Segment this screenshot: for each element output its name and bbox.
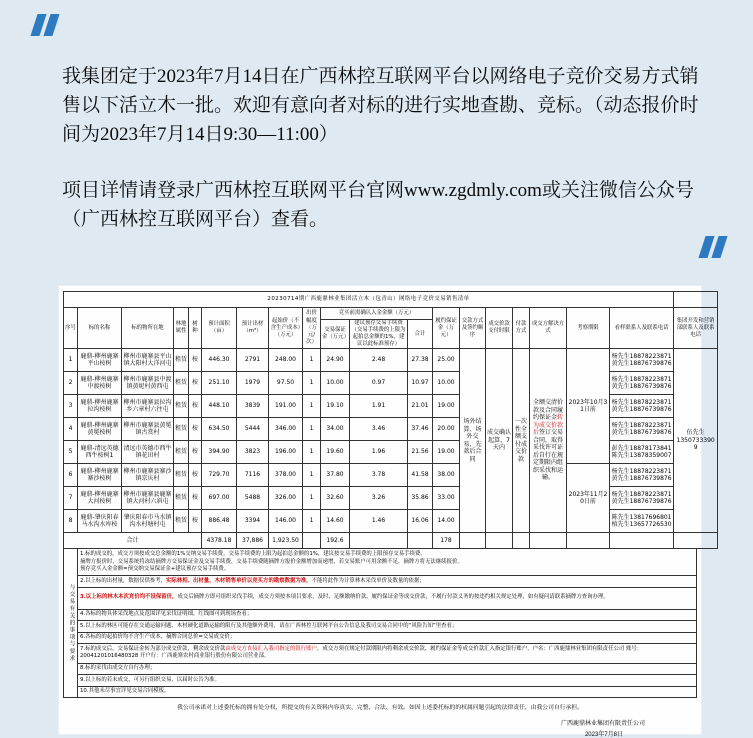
note-row [64, 675, 697, 687]
cell: 20.00 [433, 418, 460, 441]
cell: 2791 [237, 349, 269, 372]
resolve-text: 签订交易合同，取得采伐许可证后自行在规定期限内组织采伐和运输。 [532, 429, 564, 482]
empty-cell [530, 533, 567, 549]
sale-table [63, 291, 718, 549]
col-header-deposit: 交易保证金（万元） [321, 320, 350, 349]
cell: 196.00 [269, 441, 303, 464]
totals-volume: 37,886 [237, 533, 269, 549]
cell: 729.70 [202, 464, 237, 487]
cell: 租赁 [174, 372, 189, 395]
table-title: 20230714期广西鹿鼎林业集团活立木（包青山）网络电子竞价交易销售清单 [64, 292, 674, 308]
signature-date: 2023年7月8日 [584, 732, 623, 738]
cell: 1 [303, 349, 321, 372]
cell: 柳州市鹿寨县平山镇大阳村大洋河屯 [122, 349, 174, 372]
cell: 448.10 [202, 395, 237, 418]
scanned-sale-list [59, 286, 715, 738]
col-header-subtotal: 合计 [408, 320, 433, 349]
note-text-red: 3.以上标的林木本次竞价均不设保留价， [80, 594, 178, 601]
cell: 租赁 [174, 510, 189, 533]
cell: 鹿鼎-柳州鹿寨拉沟桉树 [78, 395, 122, 418]
empty-cell [460, 533, 486, 549]
resolve-text-red: 转为成交价款后 [532, 414, 564, 437]
note-row [64, 621, 697, 633]
contact-line: 陈先生13878359007 [611, 452, 672, 460]
quote-open-icon [34, 14, 66, 38]
cell: 7116 [237, 464, 269, 487]
empty-cell [350, 533, 408, 549]
note-row [64, 576, 697, 588]
col-header-dev-contact: 集团开发和营销部联系人及联系电话 [674, 308, 718, 349]
col-header-area: 预计面积（亩） [202, 308, 237, 349]
cell: 1 [303, 464, 321, 487]
col-header-perf-bond: 履约保证金（万元） [433, 308, 460, 349]
cell: 鹿鼎-柳州鹿寨大河桉树 [78, 487, 122, 510]
cell: 21.56 [408, 441, 433, 464]
empty-cell [303, 533, 321, 549]
cell: 1 [303, 487, 321, 510]
cell: 32.60 [321, 487, 350, 510]
totals-area: 4378.18 [202, 533, 237, 549]
cell: 1979 [237, 372, 269, 395]
cell: 鹿鼎-柳州鹿寨黄冕桉树 [78, 418, 122, 441]
note-line: 20041201016480328 开户行：广西鹿寨农村商业银行股份有限公司营业部。 [80, 653, 270, 660]
col-header-bid-step: 出价幅度（万元/次） [303, 308, 321, 349]
note-3 [78, 587, 697, 609]
cell: 2.48 [350, 349, 408, 372]
note-row [64, 644, 697, 663]
cell: 3.46 [350, 418, 408, 441]
totals-deposit: 192.6 [321, 533, 350, 549]
cell: 桉 [189, 349, 202, 372]
cell: 251.10 [202, 372, 237, 395]
col-header-sample-contact: 看样联系人及联系电话 [610, 308, 674, 349]
col-header-seq: 序号 [64, 308, 78, 349]
note-row [64, 632, 697, 644]
cell: 柳州市鹿寨县中渡镇黄坭村黄西屯 [122, 372, 174, 395]
note-10: 10.其他未尽事宜详见交易合同模板。 [78, 686, 697, 698]
cell: 16.06 [408, 510, 433, 533]
contact-line: 伍先生 [686, 429, 705, 437]
cell: 5 [64, 441, 78, 464]
contact-line: 黄先生18876739876 [611, 406, 672, 414]
table-row [64, 510, 718, 533]
contact-line: 杨先生18878223871 [611, 421, 672, 429]
table-row [64, 487, 718, 510]
note-text: 不能将此作为计算林木采伐单价及数量的依据； [311, 577, 425, 584]
contact-cell [610, 395, 674, 418]
contact-line: 彭先生18878173841 [611, 444, 672, 452]
col-header-volume: 预计出材（m³） [237, 308, 269, 349]
table-row [64, 464, 718, 487]
cell: 378.00 [269, 464, 303, 487]
cell: 清远市英德市西牛镇花田村 [122, 441, 174, 464]
announcement-paragraph-2: 项目详情请登录广西林控互联网平台官网www.zgdmly.com或关注微信公众号（广西林控互联网平台）查看。 [62, 180, 694, 230]
cell: 14.00 [433, 510, 460, 533]
cell: 19.00 [433, 395, 460, 418]
cell: 3394 [237, 510, 269, 533]
table-row [64, 418, 718, 441]
contact-line: 13507333909 [676, 436, 715, 452]
contact-cell [610, 510, 674, 533]
cell: 10.00 [321, 372, 350, 395]
col-header-name: 标的名称 [78, 308, 122, 349]
cell: 191.00 [269, 395, 303, 418]
pay-method-cell: 一次性全额支付成交价款 [513, 349, 530, 533]
contact-line: 杨先生18878223871 [611, 352, 672, 360]
note-row [64, 587, 697, 609]
contact-line: 杨先生18878223871 [611, 467, 672, 475]
note-5: 5.以上标的林区可能存在交通运输问题、木材硬化道路运输的限行及其他额外费用，请在广西林控互联网平台公告信息及我司交易合同中的“风险告知”里查看； [78, 621, 697, 633]
col-header-prepay-group: 竞买前需确认入金金额（万元） [321, 308, 433, 320]
announcement-paragraph-1: 我集团定于2023年7月14日在广西林控互联网平台以网络电子竞价交易方式销售以下活立木一批。欢迎有意向者对标的进行实地查勘、竞标。（动态报价时间为2023年7月14日9:30—11:00） [62, 66, 699, 145]
contact-line: 杨先生18878223871 [611, 375, 672, 383]
cell: 1 [303, 372, 321, 395]
cell: 租赁 [174, 464, 189, 487]
inspect-date-cell: 2023年10月31日前 [567, 349, 610, 464]
contact-cell [610, 487, 674, 510]
contact-line: 黄先生18876739876 [611, 383, 672, 391]
col-header-location: 标的物所在地 [122, 308, 174, 349]
cell: 886.48 [202, 510, 237, 533]
cell: 1.91 [350, 395, 408, 418]
cell: 柳州市鹿寨县鹿寨镇大河村六斜屯 [122, 487, 174, 510]
empty-cell [486, 533, 513, 549]
cell: 35.86 [408, 487, 433, 510]
empty-cell [513, 533, 530, 549]
contact-cell [610, 441, 674, 464]
cell: 桉 [189, 372, 202, 395]
note-8: 8.标的采伐由成交方自行办理； [78, 663, 697, 675]
dev-contact-cell [674, 349, 718, 533]
notes-table [63, 548, 697, 698]
cell: 桉 [189, 441, 202, 464]
cell: 鹿鼎-柳州鹿寨寨沙桉树 [78, 464, 122, 487]
contact-cell [610, 418, 674, 441]
note-row [64, 609, 697, 621]
contact-cell [610, 349, 674, 372]
contact-cell [610, 464, 674, 487]
note-text-red: 实际林相、出材量、木材销售单价以竞买方的勘察数据为准， [166, 577, 312, 584]
empty-cell [610, 533, 674, 549]
note-text: 7.标的成交后，交易保证金转为部分成交价款，剩余成交价款 [80, 645, 226, 652]
note-line: 摘牌方报价时，交易系统将冻结摘牌方交易保证金及交易手续费，交易手续费随摘牌方报价金额增加而递增，若交易账户可用余额不足，摘牌方将无法继续报价。 [80, 558, 463, 565]
col-header-pay-mode: 交款方式及签约顺序 [460, 308, 486, 349]
empty-cell [408, 533, 433, 549]
cell: 1.46 [350, 510, 408, 533]
note-text: 成交后摘牌方即可组织采伐手续，成交方须按本项目要求，及时、足额缴纳价款、履约保证金等成交价款，不履行付款义务的按违约相关规定处理，如有疑问请联系摘牌方查询办理。 [177, 594, 609, 601]
note-text: 2.以上标的出材量，数据仅供参考， [80, 577, 167, 584]
col-header-resolve: 成交方解决方式 [530, 308, 567, 349]
cell: 3 [64, 395, 78, 418]
note-2 [78, 576, 697, 588]
commitment-statement: 我公司承诺对上述委托标的拥有处分权，所提交的有关资料内容真实、完整、合法、有效。如因上述委托标的的权属问题引起的法律责任，由我公司自行承担。 [177, 705, 583, 712]
cell: 租赁 [174, 349, 189, 372]
cell: 7 [64, 487, 78, 510]
cell: 1 [303, 510, 321, 533]
resolve-text: 全额交清价款及合同履约保证金 [532, 399, 563, 422]
cell: 37.80 [321, 464, 350, 487]
cell: 6 [64, 464, 78, 487]
note-row [64, 686, 697, 698]
cell: 租赁 [174, 395, 189, 418]
cell: 0.97 [350, 372, 408, 395]
cell: 21.01 [408, 395, 433, 418]
contact-line: 植先生13657726530 [611, 521, 672, 529]
cell: 柳州市鹿寨县寨沙镇京庆村 [122, 464, 174, 487]
company-signature: 广西鹿鼎林业集团有限责任公司 [560, 721, 645, 728]
cell: 10.00 [433, 372, 460, 395]
col-header-fee: 建议预存交易手续费（交易手续费的上限为起拍总金额的1%，建议以此标准预存） [350, 320, 408, 349]
cell: 租赁 [174, 418, 189, 441]
title-spacer-cell [674, 292, 718, 308]
col-header-inspect: 考察期限 [567, 308, 610, 349]
cell: 租赁 [174, 441, 189, 464]
cell: 桉 [189, 487, 202, 510]
cell: 19.10 [321, 395, 350, 418]
cell: 桉 [189, 395, 202, 418]
quote-close-icon [702, 236, 734, 260]
cell: 鹿鼎-柳州鹿寨中渡桉树 [78, 372, 122, 395]
table-row [64, 441, 718, 464]
cell: 697.00 [202, 487, 237, 510]
col-header-species: 树种 [189, 308, 202, 349]
note-7 [78, 644, 697, 663]
cell: 25.00 [433, 349, 460, 372]
cell: 租赁 [174, 487, 189, 510]
cell: 1.96 [350, 441, 408, 464]
cell: 346.00 [269, 418, 303, 441]
empty-cell [567, 533, 610, 549]
contact-line: 黄先生18876739876 [611, 360, 672, 368]
totals-perf: 178 [433, 533, 460, 549]
cell: 2 [64, 372, 78, 395]
cell: 3.26 [350, 487, 408, 510]
cell: 桉 [189, 510, 202, 533]
cell: 33.00 [433, 487, 460, 510]
note-4: 4.各标的物具体采伐地点及范围详见采伐证明细，红线图可到现场查看； [78, 609, 697, 621]
contact-line: 黄先生18876739876 [611, 475, 672, 483]
totals-row [64, 533, 718, 549]
cell: 146.00 [269, 510, 303, 533]
cell: 柳州市鹿寨县黄冕镇古赏村 [122, 418, 174, 441]
cell: 肇庆阳春市马水镇沟水村塘村屯 [122, 510, 174, 533]
contact-line: 杨先生18878223871 [611, 398, 672, 406]
col-header-pay-method: 付款方式 [513, 308, 530, 349]
cell: 1 [64, 349, 78, 372]
cell: 桉 [189, 464, 202, 487]
cell: 1 [303, 395, 321, 418]
note-row [64, 663, 697, 675]
cell: 10.97 [408, 372, 433, 395]
totals-label: 合计 [64, 533, 202, 549]
contact-line: 陈先生13817696801 [611, 513, 672, 521]
cell: 4 [64, 418, 78, 441]
table-row [64, 395, 718, 418]
cell: 5488 [237, 487, 269, 510]
note-line: 预存竞买入金金额=预交纳交易保证金+建议预存交易手续费。 [80, 566, 230, 573]
contact-cell [610, 372, 674, 395]
cell: 3.78 [350, 464, 408, 487]
inspect-date-cell: 2023年11月20日前 [567, 464, 610, 533]
note-row [64, 549, 697, 576]
cell: 248.00 [269, 349, 303, 372]
cell: 19.60 [321, 441, 350, 464]
cell: 27.38 [408, 349, 433, 372]
cell: 34.00 [321, 418, 350, 441]
cell: 柳州市鹿寨县拉沟乡六章村六往屯 [122, 395, 174, 418]
cell: 19.00 [433, 441, 460, 464]
col-header-attr: 林地属性 [174, 308, 189, 349]
table-row [64, 349, 718, 372]
note-text-red: 由成交方直接汇入我司指定的银行账户 [225, 645, 317, 652]
cell: 5444 [237, 418, 269, 441]
totals-start: 1,923.50 [269, 533, 303, 549]
cell: 桉 [189, 418, 202, 441]
cell: 14.60 [321, 510, 350, 533]
cell: 24.90 [321, 349, 350, 372]
announcement [62, 62, 700, 261]
resolve-cell [530, 349, 567, 533]
contact-line: 黄先生18876739876 [611, 429, 672, 437]
notes-side-label: 与交易有关的事项与要求 [64, 549, 78, 698]
contact-line: 黄先生18876739876 [611, 498, 672, 506]
note-line: 1.标的成交的，成交方须按成交总金额的1%交纳交易手续费，交易手续费的上限为起拍总金额的1%，建议按交易手续费的上限预存交易手续费。 [80, 550, 426, 557]
cell: 3823 [237, 441, 269, 464]
cell: 鹿鼎-清远英德西牛桉树1 [78, 441, 122, 464]
cell: 97.50 [269, 372, 303, 395]
cell: 1 [303, 441, 321, 464]
pay-deadline-cell: 成交确认起算，7天内 [486, 349, 513, 533]
cell: 3839 [237, 395, 269, 418]
empty-cell [674, 533, 718, 549]
cell: 鹿鼎-肇庆阳春马水沟水库桉 [78, 510, 122, 533]
note-text: ，成交方须在规定付款期限内将剩余成交价款、履约保证金等成交价款汇入指定银行账户，户名：广西鹿鼎林业集团有限责任公司 账号： [316, 645, 643, 652]
col-header-pay-deadline: 成交价款支付时限 [486, 308, 513, 349]
note-9: 9.以上标的若未成交，可另行组织交易，以届时公告为准。 [78, 675, 697, 687]
note-6: 6.各标的的起拍价均不含生产成本，摘牌合同总价=交易成交价； [78, 632, 697, 644]
pay-mode-cell: 场外结算、场外交易，先款后合同 [460, 349, 486, 533]
cell: 38.00 [433, 464, 460, 487]
col-header-start-price: 起始价（不含生产成本）（万元） [269, 308, 303, 349]
cell: 326.00 [269, 487, 303, 510]
cell: 37.46 [408, 418, 433, 441]
contact-line: 杨先生18878223871 [611, 490, 672, 498]
cell: 41.58 [408, 464, 433, 487]
cell: 鹿鼎-柳州鹿寨平山桉树 [78, 349, 122, 372]
cell: 634.50 [202, 418, 237, 441]
cell: 1 [303, 418, 321, 441]
cell: 8 [64, 510, 78, 533]
note-1 [78, 549, 697, 576]
table-row [64, 372, 718, 395]
cell: 394.90 [202, 441, 237, 464]
cell: 446.30 [202, 349, 237, 372]
